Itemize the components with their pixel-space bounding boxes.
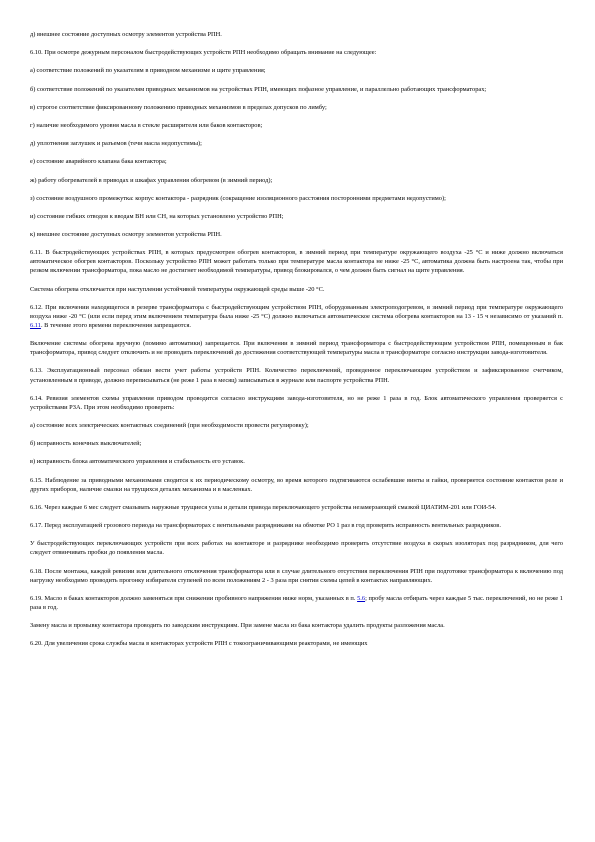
paragraph-text: У быстродействующих переключающих устройств при всех работах на контакторе и разряднике необходимо проверить отсутствие воздуха в скорых изоляторах под разрядником, для чего следует отвинчивать пробки до появления масла. bbox=[30, 540, 563, 557]
document-page bbox=[30, 30, 563, 657]
paragraph-text: г) наличие необходимого уровня масла в стекле расширителя или баков контакторов; bbox=[30, 121, 263, 129]
paragraph bbox=[30, 194, 563, 203]
paragraph bbox=[30, 121, 563, 130]
paragraph-text: 6.15. Наблюдение за приводными механизмами сводится к их периодическому осмотру, во время которого подтягиваются ослабевшие винты и гайки, проверяется состояние контактов реле и других приборов, наличие смазки на трущихся деталях механизма и в масленках. bbox=[30, 476, 563, 493]
paragraph bbox=[30, 139, 563, 148]
paragraph-text: Замену масла и промывку контактора проводить по заводским инструкциям. При замене масла из бака контактора удалить продукты разложения масла. bbox=[30, 622, 445, 630]
paragraph-text: и) состояние гибких отводов к вводам ВН или СН, на которых установлено устройство РПН; bbox=[30, 212, 284, 220]
paragraph bbox=[30, 503, 563, 512]
paragraph-text: 6.11. В быстродействующих устройствах РПН, в которых предусмотрен обогрев контакторов, в зимний период при температуре окружающего воздуха -25 °С и ниже должно включаться автоматическое обогрев контакторов. Поскольку устройство РПН может работать только при температуре масла контактора не ниже -25 °С, автоматика должна быть настроена так, чтобы при резком включении трансформатора, пока масло не достигнет необходимой температуры, привод блокировался, о чем должен быть сигнал на щите управления. bbox=[30, 249, 563, 275]
paragraph bbox=[30, 85, 563, 94]
paragraph bbox=[30, 476, 563, 494]
paragraph bbox=[30, 303, 563, 330]
paragraph-text: 6.10. При осмотре дежурным персоналом быстродействующих устройств РПН необходимо обращать внимание на следующее: bbox=[30, 49, 377, 57]
paragraph-text: д) уплотнения заглушек и разъемов (течи масла недопустимы); bbox=[30, 140, 202, 148]
paragraph-text: 6.13. Эксплуатационный персонал обязан вести учет работы устройств РПН. Количество переключений, проведенное переключающим устройством и зафиксированное счетчиком, установленным в приводе, должно переписываться (не реже 1 раза в месяц) записываться в журнале или паспорте устройства РПН. bbox=[30, 367, 563, 384]
paragraph bbox=[30, 521, 563, 530]
paragraph-text: д) внешнее состояние доступных осмотру элементов устройства РПН. bbox=[30, 31, 222, 38]
paragraph bbox=[30, 366, 563, 384]
paragraph bbox=[30, 103, 563, 112]
paragraph bbox=[30, 176, 563, 185]
paragraph-text: з) состояние воздушного промежутка: корпус контактора - разрядник (сокращение изоляционного расстояния посторонними предметами недопустимо); bbox=[30, 194, 446, 202]
paragraph-text: е) состояние аварийного клапана бака контактора; bbox=[30, 158, 167, 166]
paragraph-text: Включение системы обогрева вручную (помимо автоматики) запрещается. При включении в зимний период трансформатора с быстродействующим устройством РПН, помещенным в бак трансформатора, привод следует отключить и не проводить переключений до достижения соответствующей температуры масла в трансформаторе согласно инструкции завода-изготовителя. bbox=[30, 340, 563, 357]
paragraph-text: а) соответствие положений по указателям в приводном механизме и щите управления; bbox=[30, 67, 266, 75]
clause-link[interactable]: 6.11 bbox=[30, 322, 41, 329]
paragraph-text: б) соответствие положений по указателям приводных механизмов на устройствах РПН, имеющих пофазное управление, и параллельно работающих трансформаторах; bbox=[30, 85, 487, 93]
paragraph bbox=[30, 457, 563, 466]
paragraph bbox=[30, 394, 563, 412]
paragraph bbox=[30, 248, 563, 275]
paragraph bbox=[30, 66, 563, 75]
paragraph-text: 6.14. Ревизия элементов схемы управления приводом проводится согласно инструкциям завода-изготовителя, но не реже 1 раза в год. Блок автоматического управления проверяется с устройствами РЗА. При этом необходимо проверить: bbox=[30, 394, 563, 411]
paragraph-text: а) состояние всех электрических контактных соединений (при необходимости провести регулировку); bbox=[30, 422, 309, 430]
paragraph bbox=[30, 567, 563, 585]
clause-link[interactable]: 5.6 bbox=[357, 594, 366, 602]
paragraph-text: ж) работу обогревателей в приводах и шкафах управления обогревом (в зимний период); bbox=[30, 176, 273, 184]
paragraph-text: ; пробу масла отбирать через каждые 5 тыс. переключений, но не реже 1 раза в год. bbox=[30, 594, 563, 611]
paragraph bbox=[30, 230, 563, 239]
paragraph bbox=[30, 421, 563, 430]
paragraph-text: к) внешнее состояние доступных осмотру элементов устройства РПН. bbox=[30, 231, 222, 239]
paragraph-text: Система обогрева отключается при наступлении устойчивой температуры окружающей среды выше -20 °С. bbox=[30, 285, 325, 293]
paragraph-text: 6.16. Через каждые 6 мес следует смазывать наружные трущиеся узлы и детали привода переключающего устройства незамерзающей смазкой ЦИАТИМ-201 или ГОИ-54. bbox=[30, 503, 497, 511]
paragraph-text: 6.17. Перед эксплуатацией грозового периода на трансформаторах с вентильными разрядниками на обмотке РО 1 раз в год проверить исправность вентильных разрядников. bbox=[30, 522, 501, 530]
paragraph-text: в) строгое соответствие фиксированному положению приводных механизмов в пределах допусков по лимбу; bbox=[30, 103, 327, 111]
paragraph-text: 6.12. При включении находящегося в резерве трансформатора с быстродействующим устройством РПН, оборудованным электроподогревом, в зимний период при температуре окружающего воздуха ниже -20 °С (или если перед этим включением температура была ниже -25 °С) должно включаться автоматическое система обогрева контакторов на 13 - 15 ч независимо от указаний п. bbox=[30, 303, 563, 320]
paragraph bbox=[30, 48, 563, 57]
paragraph-text: . В течение этого времени переключения запрещаются. bbox=[40, 322, 192, 329]
paragraph bbox=[30, 439, 563, 448]
paragraph bbox=[30, 639, 563, 648]
paragraph-text: в) исправность блока автоматического управления и стабильность его уставок. bbox=[30, 458, 245, 466]
paragraph-text: 6.19. Масло в баках контакторов должно заменяться при снижении пробивного напряжения ниже норм, указанных в п. bbox=[30, 594, 358, 602]
paragraph bbox=[30, 285, 563, 294]
paragraph-text: 6.20. Для увеличения срока службы масла в контакторах устройств РПН с токоограничивающими реакторами, не имеющих bbox=[30, 640, 368, 648]
paragraph bbox=[30, 594, 563, 612]
paragraph-text: 6.18. После монтажа, каждой ревизии или длительного отключения трансформатора или в случае длительного отсутствия переключения РПН при подготовке трансформатора к включению под нагрузку необходимо проводить прогонку избирателя ступеней по всем положениям 2 - 3 раза при снятии схемы цепей в контактах направляющих. bbox=[30, 567, 563, 584]
paragraph bbox=[30, 339, 563, 357]
paragraph-text: б) исправность конечных выключателей; bbox=[30, 440, 142, 448]
paragraph bbox=[30, 157, 563, 166]
paragraph bbox=[30, 30, 563, 39]
paragraph bbox=[30, 621, 563, 630]
paragraph bbox=[30, 212, 563, 221]
paragraph bbox=[30, 539, 563, 557]
